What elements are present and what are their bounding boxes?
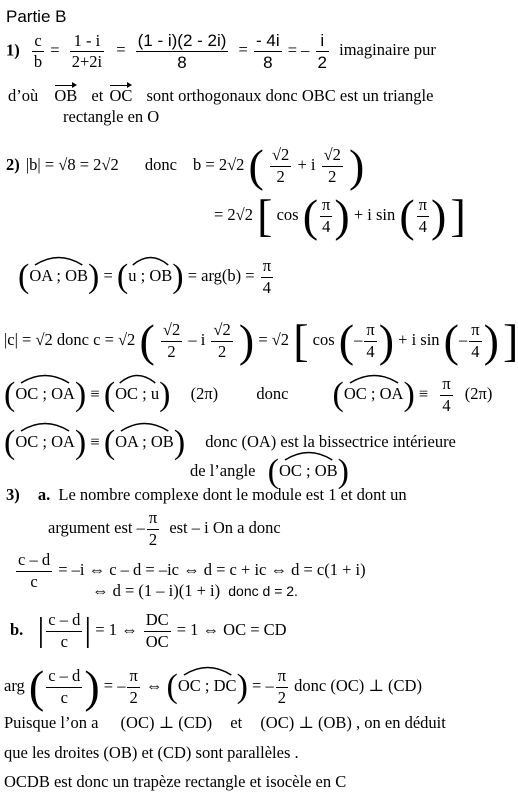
q2-line3: ( OA ; OB) = ( u ; OB) = arg(b) = $\frac{\pi}{4}$ bbox=[18, 256, 272, 297]
angle-oc-ob: OC ; OB bbox=[279, 461, 338, 480]
fraction-pi-over-4-b: $\frac{\pi}{4}$ bbox=[418, 195, 428, 236]
angle-oc-oa-2: OC ; OA bbox=[344, 384, 404, 403]
fraction-c-over-b: $\frac{c}{b}$ bbox=[33, 30, 43, 71]
q1-line3: rectangle en O bbox=[63, 107, 160, 126]
q3-line1: 3) a. Le nombre complexe dont le module est 1 et dont un bbox=[6, 485, 407, 504]
angle-oc-oa-3: OC ; OA bbox=[15, 432, 75, 451]
q3-number: 3) bbox=[6, 485, 20, 504]
angle-oc-oa: OC ; OA bbox=[15, 384, 75, 403]
fraction-c-minus-d-over-c-b: $\frac{c - d}{c}$ bbox=[48, 610, 81, 651]
angle-oa-ob-2: OA ; OB bbox=[115, 432, 174, 451]
q1-line1: 1) $\frac{c}{b}$ = $\frac{1 - i}{2+2i}$ = $\frac{(1 - i)(2 - 2i)}{8}$ = $\frac{- 4i}{8}$ = – $\frac{i}{2}$ imaginaire pur bbox=[6, 30, 436, 72]
q1-conclusion: imaginaire pur bbox=[339, 40, 436, 60]
fraction-c-minus-d-over-c-c: $\frac{c - d}{c}$ bbox=[48, 666, 81, 707]
fraction-pi-over-4-e: $\frac{\pi}{4}$ bbox=[471, 320, 480, 361]
page-title: Partie B bbox=[6, 7, 67, 26]
fraction-sqrt2-over-2-d: $\frac{√2}{2}$ bbox=[213, 320, 231, 361]
final-line1: Puisque l’on a (OC) ⊥ (CD) et (OC) ⊥ (OB) , on en déduit bbox=[4, 713, 446, 732]
fraction-pi-over-4-a: $\frac{\pi}{4}$ bbox=[322, 195, 331, 236]
fraction-1: $\frac{1 - i}{2+2i}$ bbox=[71, 30, 103, 71]
fraction-dc-over-oc: $\frac{DC}{OC}$ bbox=[145, 610, 169, 651]
fraction-pi-over-4-d: $\frac{\pi}{4}$ bbox=[366, 320, 375, 361]
angle-oc-u: OC ; u bbox=[115, 384, 159, 403]
q1-line2: d’où OB et OC sont orthogonaux donc OBC est un triangle bbox=[8, 86, 434, 105]
q2-line2: = 2√2 [ cos ( $\frac{\pi}{4}$ ) + i sin ( $\frac{\pi}{4}$ ) ] bbox=[214, 190, 466, 241]
fraction-sqrt2-over-2-a: $\frac{√2}{2}$ bbox=[272, 145, 290, 186]
q3-line6: arg ( $\frac{c - d}{c}$ ) = – $\frac{\pi}{2}$ ⇔ ( OC ; DC) = – $\frac{\pi}{2}$ donc (OC) ⊥ (CD) bbox=[4, 661, 422, 712]
vector-ob: OB bbox=[54, 86, 78, 105]
fraction-4: $\frac{i}{2}$ bbox=[317, 31, 328, 72]
modulus-b: |b| = √8 = 2√2 bbox=[25, 154, 119, 174]
q3-line2: argument est – $\frac{\pi}{2}$ est – i On a donc bbox=[48, 508, 281, 549]
angle-u-ob: u ; OB bbox=[128, 266, 172, 285]
fraction-pi-over-2-b: $\frac{\pi}{2}$ bbox=[129, 666, 138, 707]
q3-line4: ⇔ d = (1 – i)(1 + i) donc d = 2. bbox=[92, 581, 298, 600]
q2-line7: de l’angle ( OC ; OB) bbox=[190, 453, 349, 490]
q2-line5: ( OC ; OA) ≡ ( OC ; u) (2π) donc ( OC ; OA) ≡ $\frac{\pi}{4}$ (2π) bbox=[4, 374, 493, 415]
fraction-pi-over-4-f: $\frac{\pi}{4}$ bbox=[442, 374, 451, 415]
q2-line4: |c| = √2 donc c = √2 ( $\frac{√2}{2}$ – i $\frac{√2}{2}$ ) = √2 [ cos (– $\frac{\pi}{4}$ ) + i sin (– $\frac{\pi}{4}$ ) ] bbox=[4, 315, 518, 366]
fraction-2: $\frac{(1 - i)(2 - 2i)}{8}$ bbox=[137, 31, 227, 72]
fraction-pi-over-2-c: $\frac{\pi}{2}$ bbox=[277, 666, 287, 707]
fraction-sqrt2-over-2-c: $\frac{√2}{2}$ bbox=[162, 320, 181, 361]
q1-number: 1) bbox=[6, 40, 20, 60]
fraction-c-minus-d-over-c-a: $\frac{c - d}{c}$ bbox=[18, 550, 51, 591]
q2-line6: ( OC ; OA) ≡ ( OA ; OB) donc (OA) est la bissectrice intérieure bbox=[4, 424, 456, 461]
q3-line3: $\frac{c - d}{c}$ = –i ⇔ c – d = –ic ⇔ d = c + ic ⇔ d = c(1 + i) bbox=[18, 550, 366, 591]
angle-oc-dc: OC ; DC bbox=[178, 676, 237, 695]
q3-line5: b. | $\frac{c - d}{c}$ | = 1 ⇔ $\frac{DC}{OC}$ = 1 ⇔ OC = CD bbox=[10, 610, 287, 651]
final-line3: OCDB est donc un trapèze rectangle et isocèle en C bbox=[4, 772, 347, 791]
q2-line1: 2) |b| = √8 = 2√2 donc b = 2√2 ( $\frac{√2}{2}$ + i $\frac{√2}{2}$ ) bbox=[6, 140, 365, 191]
q2-number: 2) bbox=[6, 154, 20, 174]
final-line2: que les droites (OB) et (CD) sont parallèles . bbox=[4, 743, 299, 762]
fraction-3: $\frac{- 4i}{8}$ bbox=[255, 31, 280, 72]
fraction-pi-over-4-c: $\frac{\pi}{4}$ bbox=[262, 256, 272, 297]
fraction-sqrt2-over-2-b: $\frac{√2}{2}$ bbox=[323, 145, 341, 186]
fraction-pi-over-2-a: $\frac{\pi}{2}$ bbox=[148, 508, 158, 549]
angle-oa-ob: OA ; OB bbox=[29, 266, 88, 285]
vector-oc: OC bbox=[109, 86, 133, 105]
